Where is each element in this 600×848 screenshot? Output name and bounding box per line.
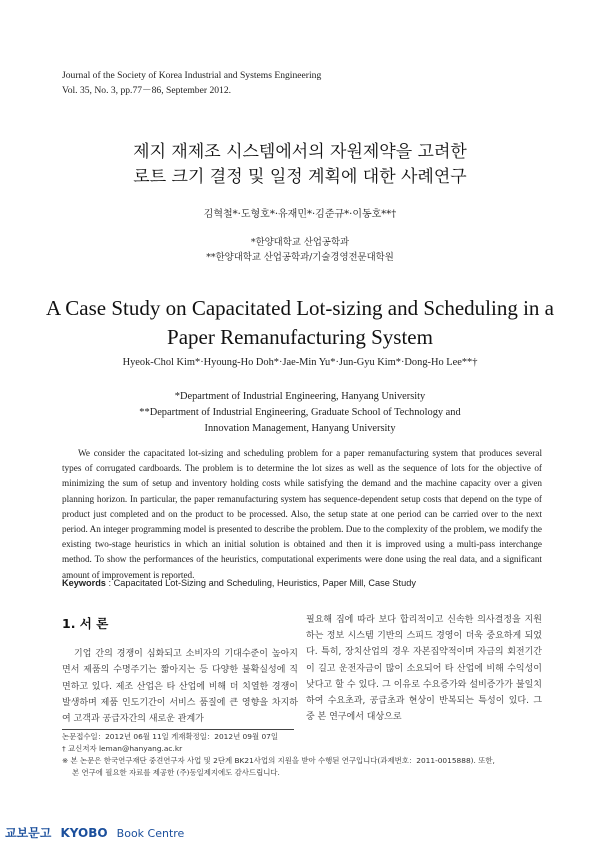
funding-note-line2: 본 연구에 필요한 자료를 제공한 (주)동일제지에도 감사드립니다. [72,768,280,777]
authors-english: Hyeok-Chol Kim*·Hyoung-Ho Doh*·Jae-Min Yu*·Jun-Gyu Kim*·Dong-Ho Lee**† [122,357,478,368]
title-english-line2: Paper Remanufacturing System [167,325,433,349]
keywords-text: : Capacitated Lot-Sizing and Scheduling, Heuristics, Paper Mill, Case Study [108,578,416,588]
title-korean [0,140,600,190]
body-column-left [62,612,298,727]
affiliation-korean-2: **한양대학교 산업공학과/기술경영전문대학원 [206,252,394,263]
journal-name: Journal of the Society of Korea Industrial and Systems Engineering [62,70,322,81]
corresponding-author: † 교신저자 leman@hanyang.ac.kr [62,744,183,753]
affiliation-english-3: Innovation Management, Hanyang University [204,423,396,434]
title-english-line1: A Case Study on Capacitated Lot-sizing and Scheduling in a [46,296,554,320]
title-korean-line1: 제지 재제조 시스템에서의 자원제약을 고려한 [133,142,467,162]
affiliation-english-1: *Department of Industrial Engineering, Hanyang University [174,391,426,402]
affiliation-korean-1: *한양대학교 산업공학과 [250,237,350,248]
footnotes [62,731,548,779]
affiliations-english [0,389,600,437]
affiliations-korean [0,235,600,265]
funding-note-line1: ※ 본 논문은 한국연구재단 중견연구자 사업 및 2단계 BK21사업의 지원을 받아 수행된 연구입니다(과제번호：2011-0015888). 또한, [62,756,495,765]
affiliation-english-2: **Department of Industrial Engineering, Graduate School of Technology and [139,407,461,418]
authors-korean: 김혁철*·도형호*·유재민*·김준규*·이동호**† [203,209,397,220]
keywords [62,578,416,588]
title-english [0,294,600,352]
kyobo-watermark [5,822,184,841]
body-column-right [306,612,542,725]
kyobo-korean-logo: 교보문고 [5,826,52,840]
body-paragraph-left: 기업 간의 경쟁이 심화되고 소비자의 기대수준이 높아지면서 제품의 수명주기는 짧아지는 등 다양한 불확실성에 직면하고 있다. 제조 산업은 타 산업에 비해 더 치열한 경쟁이 발생하며 제품 인도기간이 서비스 품질에 큰 영향을 차지하여 고객과 공급자간의 새로운 관계가 [62,649,298,725]
keywords-label: Keywords [62,578,106,588]
kyobo-brand: KYOBO [60,826,108,840]
title-korean-line2: 로트 크기 결정 및 일정 계획에 대한 사례연구 [133,167,467,187]
body-paragraph-right: 필요해 짐에 따라 보다 합리적이고 신속한 의사결정을 지원하는 정보 시스템 기반의 스피드 경영이 더욱 중요하게 되었다. 특히, 장치산업의 경우 자본집약적이며 자금의 회전기간이 길고 운전자금이 많이 소요되어 타 산업에 비해 수익성이 낮다고 할 수 있다. 그 이유로 수요증가와 설비증가가 불일치하여 수요초과, 공급초과 현상이 반복되는 특성이 있다. 그 중 본 연구에서 대상으로 [306,615,542,723]
footnote-divider [62,729,294,730]
kyobo-sub: Book Centre [116,827,185,840]
section-heading-introduction: 1. 서 론 [62,616,109,631]
journal-header [62,68,321,98]
received-dates: 논문접수일：2012년 06월 11일 게재확정일：2012년 09월 07일 [62,732,278,741]
abstract: We consider the capacitated lot-sizing and scheduling problem for a paper remanufacturing system that produces several types of corrugated cardboards. The problem is to determine the lot sizes as well as the sequence of lots for the objective of minimizing the sum of setup and inventory holding costs while satisfying the demand and the machine capacity over a given planning horizon. In particular, the paper remanufacturing system has sequence-dependent setup costs that depend on the type of product just completed and on the product to be processed. Also, the setup state at one period can be carried over to the next period. An integer programming model is presented to describe the problem. Due to the complexity of the problem, we modify the existing two-stage heuristics in which an initial solution is obtained and then it is improved using a multi-pass interchange method. To show the performances of the heuristics, computational experiments were done using the real data, and a significant amount of improvement is reported. [62,448,542,580]
journal-volume: Vol. 35, No. 3, pp.77－86, September 2012. [62,85,232,96]
